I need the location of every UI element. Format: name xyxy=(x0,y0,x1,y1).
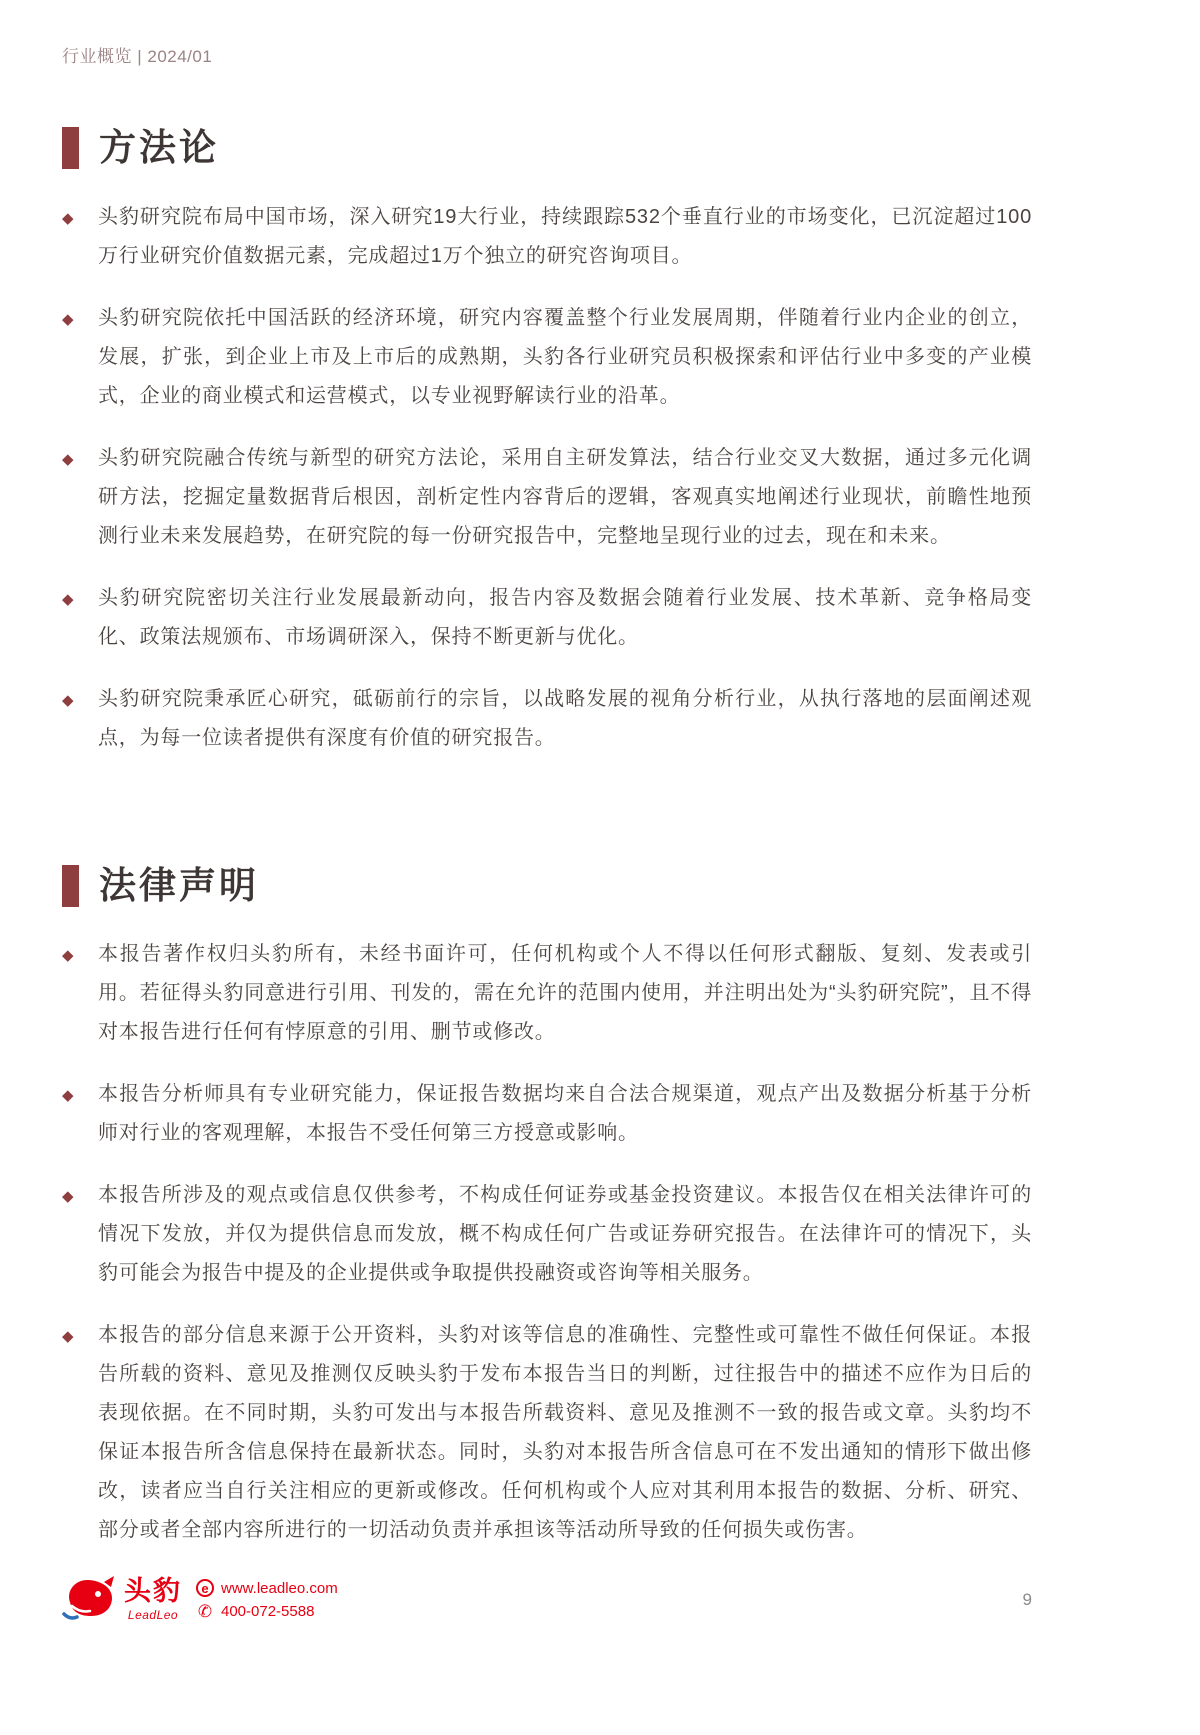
list-item xyxy=(62,198,1032,276)
heading-accent-block xyxy=(62,127,79,169)
list-item xyxy=(62,1176,1032,1293)
section-heading xyxy=(62,127,1032,170)
diamond-bullet-icon xyxy=(62,1176,74,1216)
website-row xyxy=(196,1579,338,1597)
section-methodology xyxy=(62,127,1032,781)
diamond-bullet-icon xyxy=(62,1075,74,1115)
leadleo-logo xyxy=(62,1573,182,1626)
diamond-bullet-icon xyxy=(62,579,74,619)
phone-row xyxy=(196,1603,338,1620)
website-text: www.leadleo.com xyxy=(221,1579,338,1597)
section-heading xyxy=(62,865,1032,908)
list-item xyxy=(62,579,1032,657)
heading-accent-block xyxy=(62,865,79,907)
phone-icon: ✆ xyxy=(197,1602,213,1622)
legal-bullet-list xyxy=(62,935,1032,1550)
section-title: 方法论 xyxy=(99,127,219,168)
diamond-bullet-icon xyxy=(62,299,74,339)
diamond-bullet-icon xyxy=(62,198,74,238)
bullet-text: 本报告著作权归头豹所有，未经书面许可，任何机构或个人不得以任何形式翻版、复刻、发表或引用。若征得头豹同意进行引用、刊发的，需在允许的范围内使用，并注明出处为“头豹研究院”，且不得对本报告进行任何有悖原意的引用、删节或修改。 xyxy=(98,943,1032,1044)
section-title: 法律声明 xyxy=(99,864,259,906)
brand-subname: LeadLeo xyxy=(127,1608,179,1623)
e-globe-icon: e xyxy=(196,1579,214,1597)
bullet-text: 本报告分析师具有专业研究能力，保证报告数据均来自合法合规渠道，观点产出及数据分析基于分析师对行业的客观理解，本报告不受任何第三方授意或影响。 xyxy=(98,1083,1032,1145)
page-number: 9 xyxy=(1022,1589,1032,1609)
diamond-bullet-icon xyxy=(62,1316,74,1356)
bullet-text: 头豹研究院布局中国市场，深入研究19大行业，持续跟踪532个垂直行业的市场变化，已沉淀超过100万行业研究价值数据元素，完成超过1万个独立的研究咨询项目。 xyxy=(98,205,1032,267)
page-footer xyxy=(62,1573,1032,1626)
list-item xyxy=(62,935,1032,1052)
leopard-logo-icon xyxy=(62,1573,116,1626)
diamond-bullet-icon xyxy=(62,680,74,720)
bullet-text: 本报告所涉及的观点或信息仅供参考，不构成任何证券或基金投资建议。本报告仅在相关法律许可的情况下发放，并仅为提供信息而发放，概不构成任何广告或证券研究报告。在法律许可的情况下，头豹可能会为报告中提及的企业提供或争取提供投融资或咨询等相关服务。 xyxy=(98,1184,1032,1285)
phone-number: 400-072-5588 xyxy=(221,1603,315,1621)
list-item xyxy=(62,680,1032,758)
list-item xyxy=(62,1075,1032,1153)
brand-name: 头豹 xyxy=(124,1576,182,1607)
contact-info xyxy=(196,1579,338,1620)
diamond-bullet-icon xyxy=(62,935,74,975)
bullet-text: 头豹研究院密切关注行业发展最新动向，报告内容及数据会随着行业发展、技术革新、竞争格局变化、政策法规颁布、市场调研深入，保持不断更新与优化。 xyxy=(98,586,1032,648)
bullet-text: 头豹研究院秉承匠心研究，砥砺前行的宗旨，以战略发展的视角分析行业，从执行落地的层面阐述观点，为每一位读者提供有深度有价值的研究报告。 xyxy=(98,687,1032,749)
bullet-text: 头豹研究院依托中国活跃的经济环境，研究内容覆盖整个行业发展周期，伴随着行业内企业的创立，发展，扩张，到企业上市及上市后的成熟期，头豹各行业研究员积极探索和评估行业中多变的产业模式，企业的商业模式和运营模式，以专业视野解读行业的沿革。 xyxy=(98,306,1032,407)
brand-text xyxy=(124,1578,182,1621)
bullet-text: 头豹研究院融合传统与新型的研究方法论，采用自主研发算法，结合行业交叉大数据，通过多元化调研方法，挖掘定量数据背后根因，剖析定性内容背后的逻辑，客观真实地阐述行业现状，前瞻性地预测行业未来发展趋势，在研究院的每一份研究报告中，完整地呈现行业的过去，现在和未来。 xyxy=(98,446,1032,547)
page-header: 行业概览 | 2024/01 xyxy=(62,47,213,66)
diamond-bullet-icon xyxy=(62,439,74,479)
methodology-bullet-list xyxy=(62,198,1032,758)
section-legal-statement xyxy=(62,865,1032,1574)
list-item xyxy=(62,299,1032,416)
bullet-text: 本报告的部分信息来源于公开资料，头豹对该等信息的准确性、完整性或可靠性不做任何保证。本报告所载的资料、意见及推测仅反映头豹于发布本报告当日的判断，过往报告中的描述不应作为日后的表现依据。在不同时期，头豹可发出与本报告所载资料、意见及推测不一致的报告或文章。头豹均不保证本报告所含信息保持在最新状态。同时，头豹对本报告所含信息可在不发出通知的情形下做出修改，读者应当自行关注相应的更新或修改。任何机构或个人应对其利用本报告的数据、分析、研究、部分或者全部内容所进行的一切活动负责并承担该等活动所导致的任何损失或伤害。 xyxy=(98,1324,1032,1542)
list-item xyxy=(62,1316,1032,1550)
list-item xyxy=(62,439,1032,556)
